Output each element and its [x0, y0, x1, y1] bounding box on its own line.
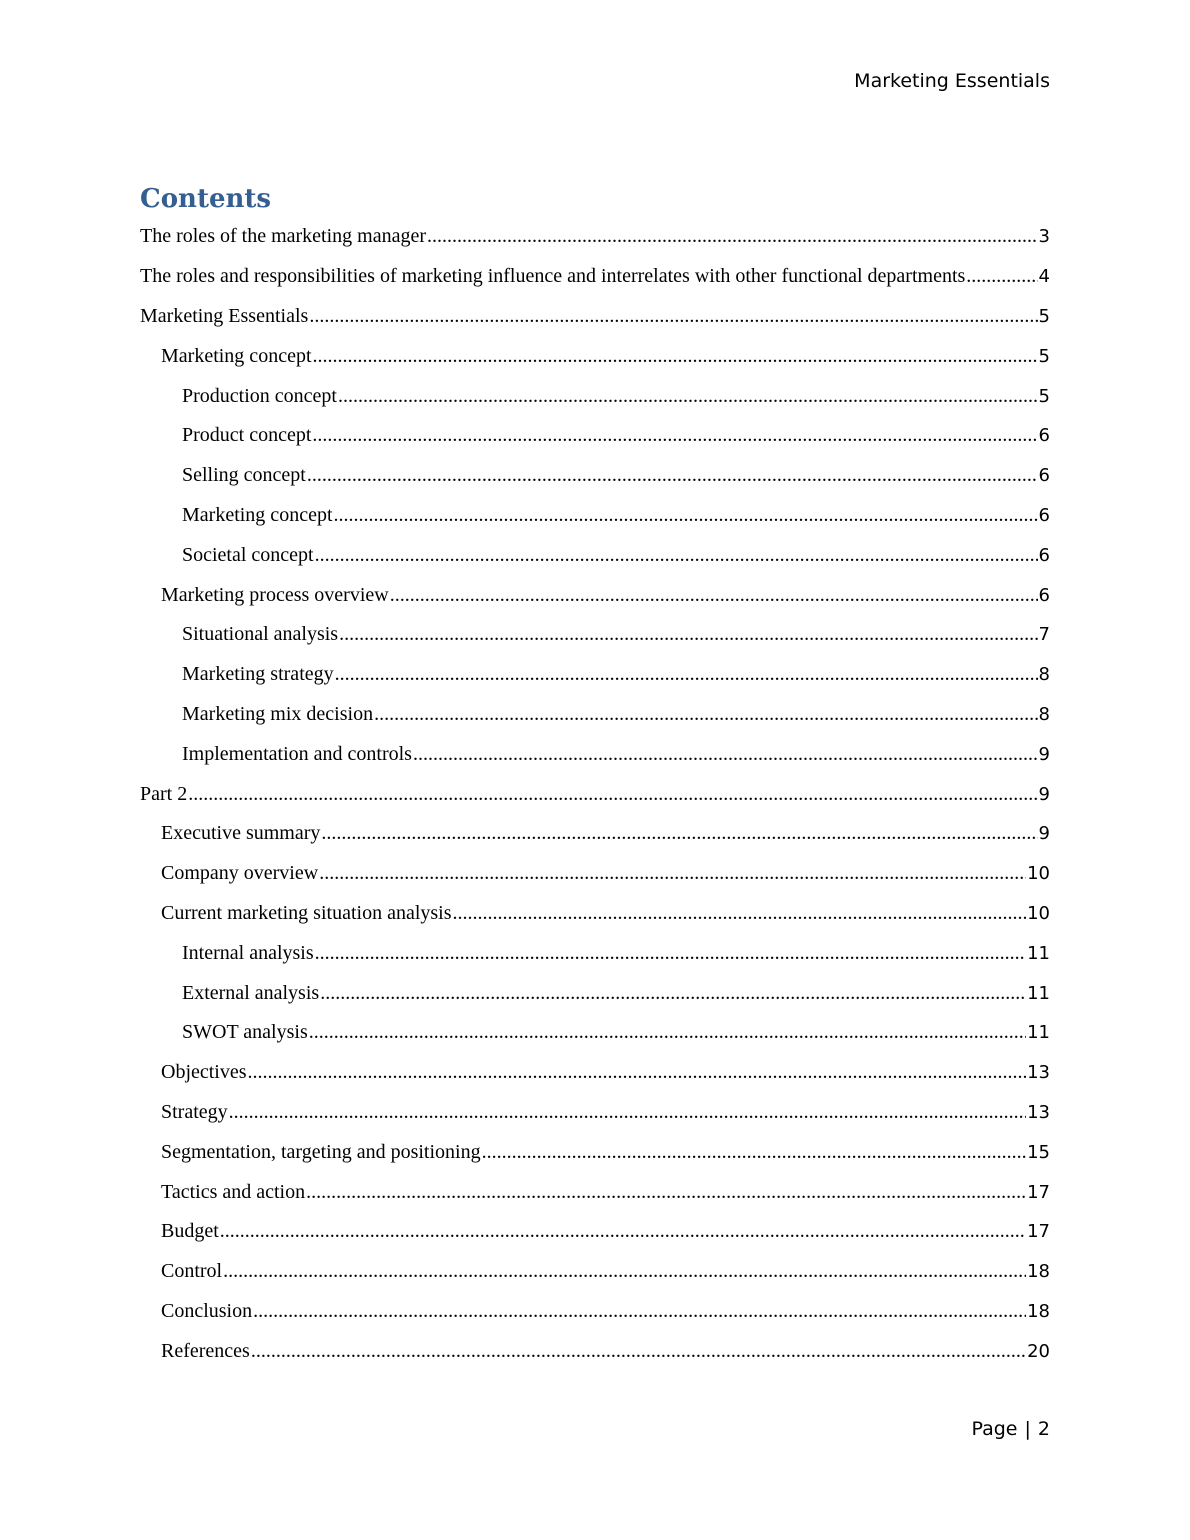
toc-entry-title[interactable]: Internal analysis [182, 941, 314, 964]
toc-dot-leader [453, 902, 1027, 925]
toc-entry-page[interactable]: 10 [1027, 902, 1050, 924]
toc-entry-page[interactable]: 13 [1027, 1062, 1050, 1084]
toc-entry[interactable] [140, 1331, 1050, 1371]
toc-entry-title[interactable]: Selling concept [182, 464, 306, 487]
toc-entry-title[interactable]: Tactics and action [161, 1180, 306, 1203]
toc-entry[interactable] [140, 695, 1050, 735]
toc-dot-leader [229, 1101, 1026, 1124]
toc-dot-leader [315, 544, 1038, 567]
page-label: Page [971, 1418, 1018, 1440]
toc-dot-leader [307, 464, 1038, 487]
toc-entry[interactable] [140, 1053, 1050, 1093]
toc-entry[interactable] [140, 655, 1050, 695]
toc-entry-page[interactable]: 9 [1038, 743, 1050, 765]
toc-entry-title[interactable]: Marketing Essentials [140, 304, 309, 327]
toc-entry[interactable] [140, 973, 1050, 1013]
toc-entry-title[interactable]: Production concept [182, 384, 337, 407]
toc-entry-page[interactable]: 11 [1027, 982, 1050, 1004]
toc-dot-leader [321, 822, 1037, 845]
toc-entry-title[interactable]: Societal concept [182, 543, 314, 566]
toc-entry-title[interactable]: Objectives [161, 1061, 247, 1084]
toc-dot-leader [315, 942, 1026, 965]
toc-entry[interactable] [140, 496, 1050, 536]
toc-dot-leader [253, 1300, 1026, 1323]
toc-entry[interactable] [140, 933, 1050, 973]
toc-entry-title[interactable]: Conclusion [161, 1299, 253, 1322]
toc-entry-page[interactable]: 3 [1038, 226, 1050, 248]
toc-dot-leader [966, 265, 1037, 288]
toc-dot-leader [339, 623, 1037, 646]
toc-dot-leader [309, 1021, 1026, 1044]
toc-entry-title[interactable]: Marketing strategy [182, 663, 334, 686]
toc-entry[interactable] [140, 575, 1050, 615]
toc-entry-page[interactable]: 17 [1027, 1221, 1050, 1243]
toc-dot-leader [335, 663, 1038, 686]
page-footer [972, 1418, 1051, 1440]
toc-entry-title[interactable]: References [161, 1339, 250, 1362]
toc-entry-page[interactable]: 11 [1027, 1022, 1050, 1044]
toc-entry[interactable] [140, 416, 1050, 456]
toc-entry-title[interactable]: Segmentation, targeting and positioning [161, 1140, 481, 1163]
toc-dot-leader [338, 385, 1038, 408]
toc-entry-title[interactable]: Marketing concept [161, 344, 312, 367]
toc-entry-page[interactable]: 5 [1038, 345, 1050, 367]
page-number: 2 [1037, 1418, 1050, 1440]
toc-dot-leader [482, 1141, 1027, 1164]
toc-dot-leader [334, 504, 1038, 527]
toc-entry[interactable] [140, 1013, 1050, 1053]
toc-entry[interactable] [140, 535, 1050, 575]
toc-entry-page[interactable]: 18 [1027, 1261, 1050, 1283]
toc-entry-page[interactable]: 6 [1038, 465, 1050, 487]
toc-entry[interactable] [140, 336, 1050, 376]
toc-entry-title[interactable]: Implementation and controls [182, 742, 412, 765]
toc-entry-title[interactable]: Company overview [161, 862, 319, 885]
toc-dot-leader [306, 1181, 1026, 1204]
page-header: Marketing Essentials [854, 70, 1050, 92]
toc-entry[interactable] [140, 734, 1050, 774]
toc-entry[interactable] [140, 1093, 1050, 1133]
toc-entry-title[interactable]: Control [161, 1260, 223, 1283]
toc-entry[interactable] [140, 894, 1050, 934]
toc-entry[interactable] [140, 854, 1050, 894]
toc-entry-title[interactable]: Current marketing situation analysis [161, 901, 452, 924]
toc-dot-leader [309, 305, 1037, 328]
toc-entry-page[interactable]: 11 [1027, 942, 1050, 964]
toc-entry-page[interactable]: 7 [1038, 624, 1050, 646]
toc-entry[interactable] [140, 257, 1050, 297]
toc-entry-page[interactable]: 13 [1027, 1101, 1050, 1123]
toc-dot-leader [188, 783, 1037, 806]
toc-entry[interactable] [140, 774, 1050, 814]
toc-dot-leader [251, 1340, 1026, 1363]
toc-heading: Contents [140, 184, 272, 214]
toc-entry-page[interactable]: 8 [1038, 664, 1050, 686]
toc-dot-leader [413, 743, 1038, 766]
toc-dot-leader [313, 345, 1038, 368]
toc-entry[interactable] [140, 1172, 1050, 1212]
toc-entry[interactable] [140, 297, 1050, 337]
toc-entry-title[interactable]: The roles and responsibilities of marketing influence and interrelates with other functional departments [140, 265, 966, 288]
toc-entry-title[interactable]: External analysis [182, 981, 320, 1004]
toc-entry-title[interactable]: Situational analysis [182, 623, 339, 646]
toc-entry[interactable] [140, 217, 1050, 257]
toc-entry-page[interactable]: 15 [1027, 1141, 1050, 1163]
toc-dot-leader [312, 424, 1037, 447]
toc-entry[interactable] [140, 615, 1050, 655]
toc-entry-page[interactable]: 6 [1038, 544, 1050, 566]
toc-entry[interactable] [140, 814, 1050, 854]
toc-entry-page[interactable]: 6 [1038, 504, 1050, 526]
toc-dot-leader [248, 1061, 1027, 1084]
toc-entry-page[interactable]: 5 [1038, 305, 1050, 327]
toc-entry[interactable] [140, 456, 1050, 496]
page-separator: | [1024, 1418, 1031, 1440]
toc-entry[interactable] [140, 1292, 1050, 1332]
toc-entry-page[interactable]: 6 [1038, 425, 1050, 447]
toc-entry-page[interactable]: 20 [1027, 1340, 1050, 1362]
toc-entry-title[interactable]: Marketing process overview [161, 583, 389, 606]
toc-entry-page[interactable]: 6 [1038, 584, 1050, 606]
toc-entry-page[interactable]: 5 [1038, 385, 1050, 407]
toc-entry-page[interactable]: 18 [1027, 1300, 1050, 1322]
toc-entry[interactable] [140, 376, 1050, 416]
toc-entry-page[interactable]: 10 [1027, 863, 1050, 885]
toc-entry-title[interactable]: Marketing concept [182, 503, 333, 526]
toc-entry-page[interactable]: 4 [1038, 266, 1050, 288]
toc-dot-leader [390, 584, 1038, 607]
toc-entry-page[interactable]: 9 [1038, 823, 1050, 845]
toc-entry-page[interactable]: 17 [1027, 1181, 1050, 1203]
toc-entry-title[interactable]: Marketing mix decision [182, 702, 374, 725]
toc-dot-leader [427, 225, 1038, 248]
toc-dot-leader [223, 1260, 1026, 1283]
toc-entry-title[interactable]: Executive summary [161, 822, 321, 845]
toc-entry-title[interactable]: SWOT analysis [182, 1021, 308, 1044]
toc-entry[interactable] [140, 1252, 1050, 1292]
toc-entry-page[interactable]: 8 [1038, 703, 1050, 725]
toc-dot-leader [220, 1220, 1026, 1243]
toc-entry-page[interactable]: 9 [1038, 783, 1050, 805]
toc-dot-leader [319, 862, 1026, 885]
toc-entry-title[interactable]: Part 2 [140, 782, 188, 805]
toc-entry-title[interactable]: Budget [161, 1220, 219, 1243]
table-of-contents [140, 217, 1050, 1371]
toc-entry-title[interactable]: The roles of the marketing manager [140, 225, 426, 248]
toc-dot-leader [374, 703, 1037, 726]
toc-entry[interactable] [140, 1132, 1050, 1172]
toc-entry[interactable] [140, 1212, 1050, 1252]
toc-entry-title[interactable]: Strategy [161, 1100, 228, 1123]
toc-entry-title[interactable]: Product concept [182, 424, 312, 447]
toc-dot-leader [320, 982, 1026, 1005]
